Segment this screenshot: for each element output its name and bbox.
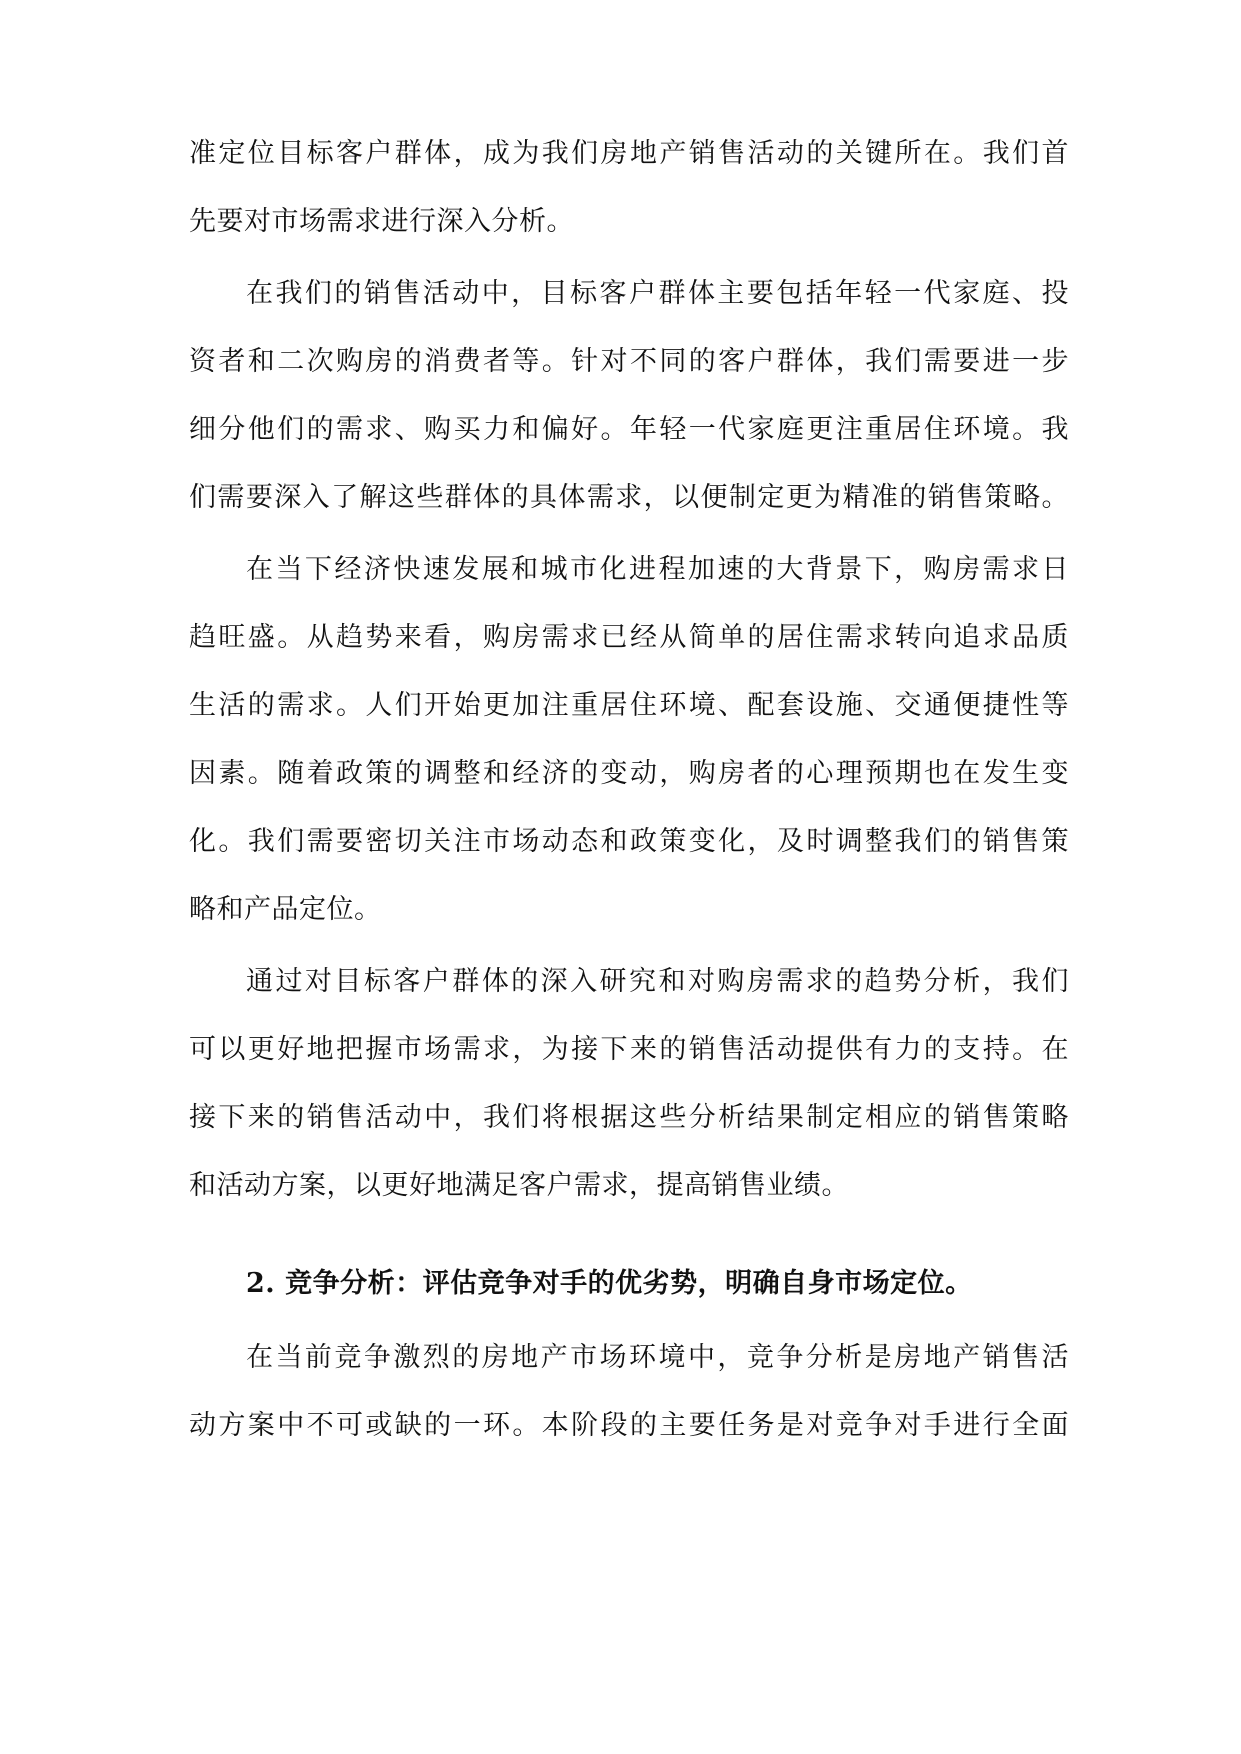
text-line: 动方案中不可或缺的一环。本阶段的主要任务是对竞争对手进行全面 <box>189 1410 1069 1441</box>
text-line: 接下来的销售活动中，我们将根据这些分析结果制定相应的销售策略 <box>189 1102 1069 1133</box>
text-line: 通过对目标客户群体的深入研究和对购房需求的趋势分析，我们 <box>246 966 1069 997</box>
text-line: 资者和二次购房的消费者等。针对不同的客户群体，我们需要进一步 <box>189 346 1069 377</box>
text-line: 在我们的销售活动中，目标客户群体主要包括年轻一代家庭、投 <box>246 278 1069 309</box>
text-line: 化。我们需要密切关注市场动态和政策变化，及时调整我们的销售策 <box>189 826 1069 857</box>
text-line: 生活的需求。人们开始更加注重居住环境、配套设施、交通便捷性等 <box>189 690 1069 721</box>
text-line: 趋旺盛。从趋势来看，购房需求已经从简单的居住需求转向追求品质 <box>189 622 1069 653</box>
text-line: 准定位目标客户群体，成为我们房地产销售活动的关键所在。我们首 <box>189 138 1069 169</box>
text-line: 略和产品定位。 <box>189 894 382 925</box>
section-heading: 2. 竞争分析：评估竞争对手的优劣势，明确自身市场定位。 <box>246 1268 973 1299</box>
text-line: 在当前竞争激烈的房地产市场环境中，竞争分析是房地产销售活 <box>246 1342 1069 1373</box>
text-line: 因素。随着政策的调整和经济的变动，购房者的心理预期也在发生变 <box>189 758 1069 789</box>
text-line: 先要对市场需求进行深入分析。 <box>189 206 574 237</box>
text-line: 在当下经济快速发展和城市化进程加速的大背景下，购房需求日 <box>246 554 1069 585</box>
text-line: 细分他们的需求、购买力和偏好。年轻一代家庭更注重居住环境。我 <box>189 414 1069 445</box>
text-line: 们需要深入了解这些群体的具体需求，以便制定更为精准的销售策略。 <box>189 482 1069 513</box>
text-line: 可以更好地把握市场需求，为接下来的销售活动提供有力的支持。在 <box>189 1034 1069 1065</box>
text-line: 和活动方案，以更好地满足客户需求，提高销售业绩。 <box>189 1170 849 1201</box>
